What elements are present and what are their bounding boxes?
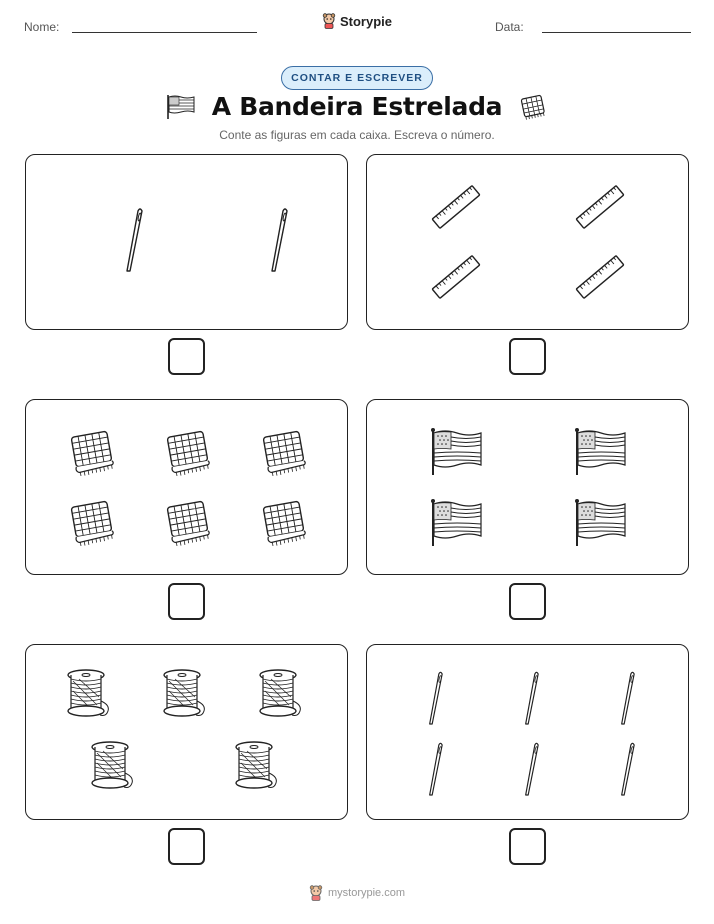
answer-box-4[interactable] [509,583,546,620]
flag-icon [573,427,627,477]
name-label: Nome: [24,20,60,34]
brand [0,13,714,29]
spool-icon [232,739,284,795]
storypie-mascot-icon [322,13,336,29]
activity-badge: CONTAR E ESCREVER [281,66,433,90]
answer-box-2[interactable] [509,338,546,375]
spool-icon [64,667,116,723]
counting-box-2 [366,154,689,330]
counting-box-3 [25,399,348,575]
needle-icon [509,740,549,800]
needle-icon [509,669,549,729]
answer-box-5[interactable] [168,828,205,865]
answer-box-3[interactable] [168,583,205,620]
spool-icon [160,667,212,723]
badge-wrap [0,66,714,90]
ruler-icon [429,250,483,304]
quilt-icon [162,428,214,476]
flag-icon [429,427,483,477]
name-field[interactable] [72,32,257,33]
footer-site: mystorypie.com [327,887,406,899]
needle-icon [605,669,645,729]
ruler-icon [573,250,627,304]
ruler-icon [429,180,483,234]
quilt-icon [258,498,310,546]
counting-box-1 [25,154,348,330]
counting-box-4 [366,399,689,575]
quilt-icon [66,498,118,546]
needle-icon [256,205,296,277]
instructions: Conte as figuras em cada caixa. Escreva o número. [219,128,495,142]
needle-icon [413,669,453,729]
page-title: A Bandeira Estrelada [211,92,503,121]
needle-icon [413,740,453,800]
storypie-mascot-icon [309,885,323,901]
date-field[interactable] [542,32,691,33]
needle-icon [605,740,645,800]
brand-name: Storypie [339,13,392,29]
counting-box-6 [366,644,689,820]
flag-icon [429,498,483,548]
quilt-icon [258,428,310,476]
spool-icon [88,739,140,795]
flag-icon [573,498,627,548]
answer-box-1[interactable] [168,338,205,375]
answer-box-6[interactable] [509,828,546,865]
needle-icon [111,205,151,277]
quilt-icon [162,498,214,546]
quilt-icon [66,428,118,476]
counting-box-5 [25,644,348,820]
footer [0,885,714,901]
spool-icon [256,667,308,723]
date-label: Data: [495,20,524,34]
title-row [0,92,714,121]
quilt-icon [518,94,548,120]
ruler-icon [573,180,627,234]
flag-icon [166,94,196,120]
